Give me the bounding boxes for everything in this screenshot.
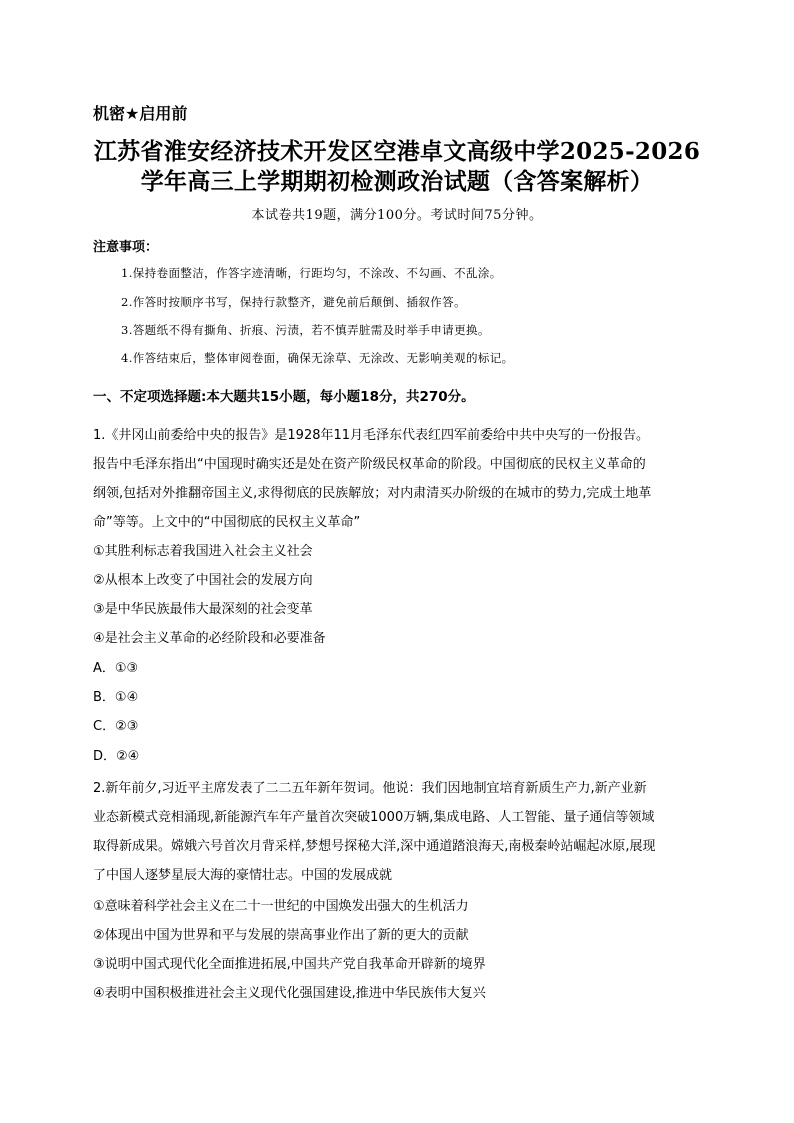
q1-statement: ①其胜利标志着我国进入社会主义社会 — [93, 544, 313, 559]
q1-statement: ④是社会主义革命的必经阶段和必要准备 — [93, 631, 326, 646]
note-item-4: 4.作答结束后，整体审阅卷面，确保无涂草、无涂改、无影响美观的标记。 — [121, 351, 514, 365]
q2-stem-line: 业态新模式竞相涌现,新能源汽车年产量首次突破1000万辆,集成电路、人工智能、量子通信等领域 — [93, 810, 655, 825]
q1-option-a: A．①③ — [93, 661, 139, 676]
notes-heading: 注意事项： — [93, 240, 159, 255]
title-line-2: 学年高三上学期期初检测政治试题（含答案解析） — [140, 168, 654, 195]
q2-stem-line: 2.新年前夕,习近平主席发表了二二五年新年贺词。他说：我们因地制宜培育新质生产力,新产业新 — [93, 781, 647, 796]
exam-info: 本试卷共19题，满分100分。考试时间75分钟。 — [251, 208, 543, 223]
q1-stem-line: 纲领,包括对外推翻帝国主义,求得彻底的民族解放；对内肃清买办阶级的在城市的势力,完成土地革 — [93, 486, 652, 501]
section-heading: 一、不定项选择题:本大题共15小题，每小题18分，共270分。 — [93, 389, 475, 405]
q1-statement: ②从根本上改变了中国社会的发展方向 — [93, 573, 313, 588]
note-item-2: 2.作答时按顺序书写，保持行款整齐，避免前后颠倒、插叙作答。 — [121, 295, 466, 309]
confidential-label: 机密★启用前 — [93, 104, 188, 123]
note-item-3: 3.答题纸不得有撕角、折痕、污渍，若不慎弄脏需及时举手申请更换。 — [121, 323, 490, 337]
q2-statement: ①意味着科学社会主义在二十一世纪的中国焕发出强大的生机活力 — [93, 899, 469, 914]
q2-statement: ④表明中国积极推进社会主义现代化强国建设,推进中华民族伟大复兴 — [93, 986, 486, 1001]
q1-stem-line: 1.《井冈山前委给中央的报告》是1928年11月毛泽东代表红四军前委给中共中央写的一份报告。 — [93, 428, 650, 443]
title-line-1: 江苏省淮安经济技术开发区空港卓文高级中学2025-2026 — [93, 138, 701, 165]
q1-statement: ③是中华民族最伟大最深刻的社会变革 — [93, 602, 313, 617]
q2-stem-line: 了中国人逐梦星辰大海的豪情壮志。中国的发展成就 — [93, 868, 393, 883]
q2-statement: ③说明中国式现代化全面推进拓展,中国共产党自我革命开辟新的境界 — [93, 957, 486, 972]
note-item-1: 1.保持卷面整洁，作答字迹清晰，行距均匀，不涂改、不勾画、不乱涂。 — [121, 266, 502, 280]
q1-option-d: D．②④ — [93, 749, 140, 764]
q1-option-b: B．①④ — [93, 690, 139, 705]
q1-option-c: C．②③ — [93, 719, 139, 734]
q1-stem-line: 报告中毛泽东指出“中国现时确实还是处在资产阶级民权革命的阶段。中国彻底的民权主义革命的 — [93, 457, 646, 472]
q2-statement: ②体现出中国为世界和平与发展的崇高事业作出了新的更大的贡献 — [93, 928, 469, 943]
q2-stem-line: 取得新成果。嫦娥六号首次月背采样,梦想号探秘大洋,深中通道踏浪海天,南极秦岭站崛起冰原,展现 — [93, 839, 656, 854]
q1-stem-line: 命”等等。上文中的“中国彻底的民权主义革命” — [93, 515, 361, 530]
